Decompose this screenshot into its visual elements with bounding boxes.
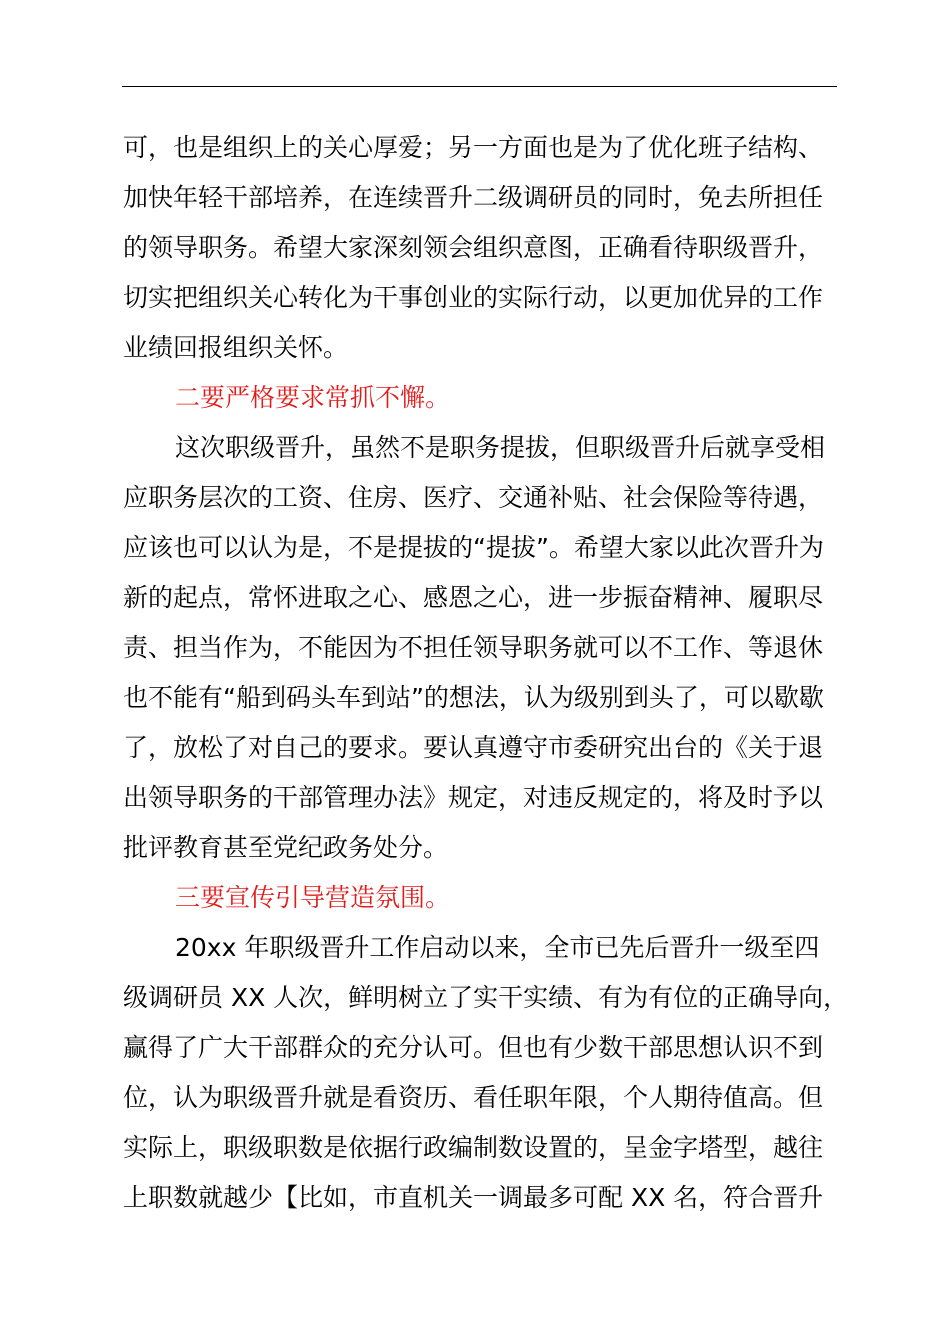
document-body <box>123 125 849 1225</box>
text-line: 可，也是组织上的关心厚爱；另一方面也是为了优化班子结构、 <box>123 133 824 162</box>
paragraph-3 <box>123 925 849 1225</box>
text-line: 应该也可以认为是，不是提拔的“提拔”。希望大家以此次晋升为 <box>123 533 824 562</box>
section-heading-3: 三要宣传引导营造氛围。 <box>175 883 451 912</box>
text-line: 切实把组织关心转化为干事创业的实际行动，以更加优异的工作 <box>123 283 824 312</box>
text-line: 级调研员 XX 人次，鲜明树立了实干实绩、有为有位的正确导向， <box>123 983 849 1012</box>
text-line: 赢得了广大干部群众的充分认可。但也有少数干部思想认识不到 <box>123 1033 824 1062</box>
header-rule <box>122 86 837 87</box>
paragraph-continued <box>123 125 839 375</box>
text-line: 的领导职务。希望大家深刻领会组织意图，正确看待职级晋升， <box>123 233 824 262</box>
text-line: 上职数就越少【比如，市直机关一调最多可配 XX 名，符合晋升 <box>123 1183 824 1212</box>
text-line: 了，放松了对自己的要求。要认真遵守市委研究出台的《关于退 <box>123 733 824 762</box>
text-line: 出领导职务的干部管理办法》规定，对违反规定的，将及时予以 <box>123 783 824 812</box>
text-line: 这次职级晋升，虽然不是职务提拔，但职级晋升后就享受相 <box>175 433 826 462</box>
section-heading-2: 二要严格要求常抓不懈。 <box>175 383 451 412</box>
text-line: 应职务层次的工资、住房、医疗、交通补贴、社会保险等待遇， <box>123 483 824 512</box>
paragraph-2 <box>123 425 839 875</box>
text-line: 20xx 年职级晋升工作启动以来，全市已先后晋升一级至四 <box>175 933 820 962</box>
text-line: 实际上，职级职数是依据行政编制数设置的，呈金字塔型，越往 <box>123 1133 824 1162</box>
text-line: 批评教育甚至党纪政务处分。 <box>123 833 449 862</box>
text-line: 位，认为职级晋升就是看资历、看任职年限，个人期待值高。但 <box>123 1083 824 1112</box>
text-line: 业绩回报组织关怀。 <box>123 333 349 362</box>
text-line: 新的起点，常怀进取之心、感恩之心，进一步振奋精神、履职尽 <box>123 583 824 612</box>
text-line: 也不能有“船到码头车到站”的想法，认为级别到头了，可以歇歇 <box>123 683 824 712</box>
text-line: 责、担当作为，不能因为不担任领导职务就可以不工作、等退休 <box>123 633 824 662</box>
text-line: 加快年轻干部培养，在连续晋升二级调研员的同时，免去所担任 <box>123 183 824 212</box>
